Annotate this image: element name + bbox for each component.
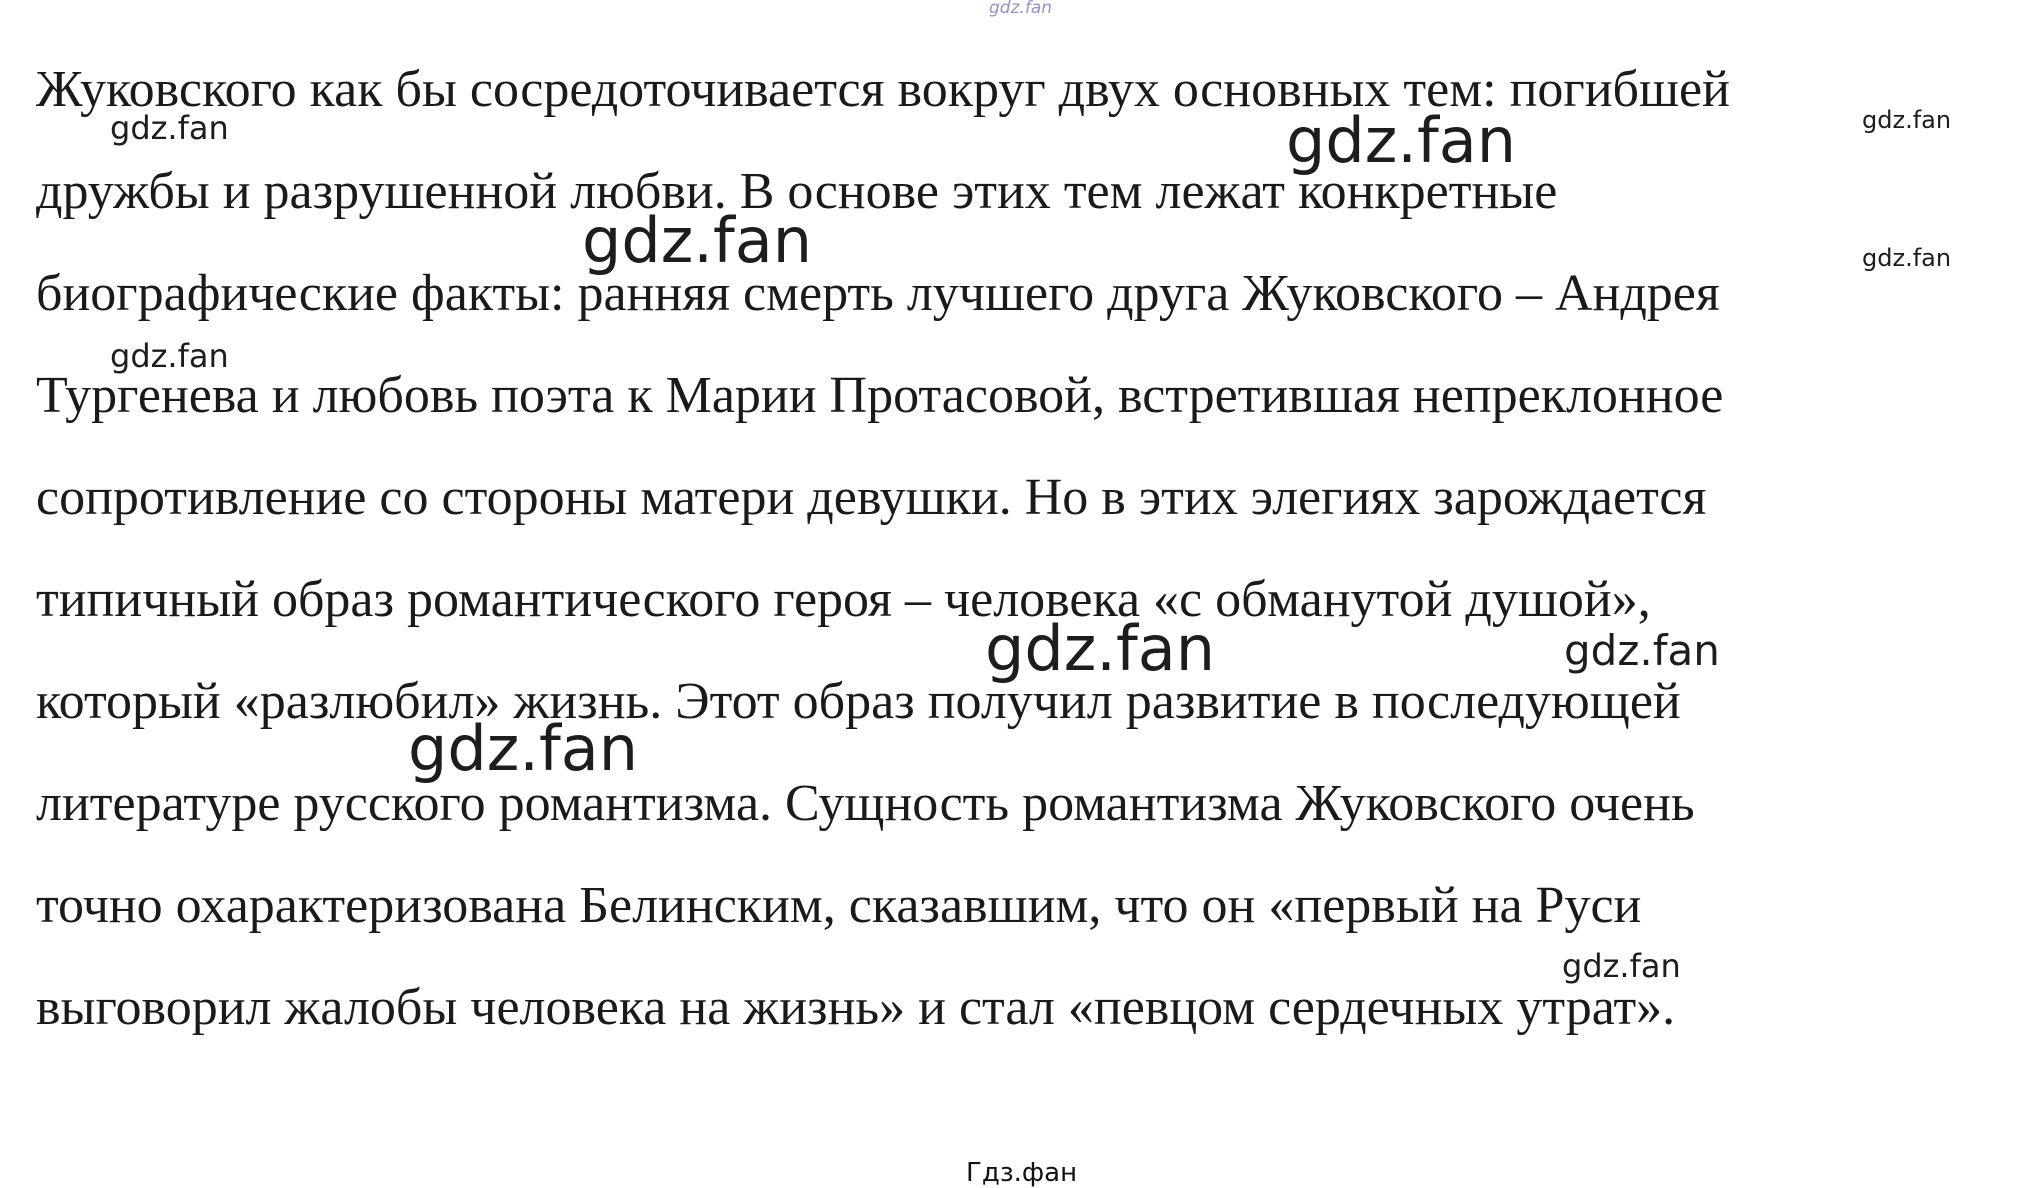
watermark-5: gdz.fan [1862, 244, 1952, 272]
text-line-4: Тургенева и любовь поэта к Марии Протасовой, встретившая непреклонное [36, 367, 1724, 424]
footer-label: Гдз.фан [966, 1158, 1078, 1188]
watermark-8: gdz.fan [1564, 626, 1720, 675]
watermark-9: gdz.fan [408, 712, 639, 785]
watermark-2: gdz.fan [1286, 104, 1517, 177]
text-line-3: биографические факты: ранняя смерть лучшего друга Жуковского – Андрея [36, 265, 1720, 322]
watermark-7: gdz.fan [985, 612, 1216, 685]
text-line-5: сопротивление со стороны матери девушки. Но в этих элегиях зарождается [36, 469, 1707, 526]
watermark-10: gdz.fan [1562, 947, 1681, 985]
text-line-10: выговорил жалобы человека на жизнь» и стал «певцом сердечных утрат». [36, 979, 1676, 1036]
watermark-1: gdz.fan [110, 109, 229, 147]
watermark-6: gdz.fan [110, 337, 229, 375]
text-line-2: дружбы и разрушенной любви. В основе этих тем лежат конкретные [36, 163, 1558, 220]
watermark-top: gdz.fan [989, 0, 1053, 18]
text-line-6: типичный образ романтического героя – человека «с обманутой душой», [36, 571, 1651, 628]
text-line-9: точно охарактеризована Белинским, сказавшим, что он «первый на Руси [36, 877, 1642, 934]
text-line-7: который «разлюбил» жизнь. Этот образ получил развитие в последующей [36, 673, 1681, 730]
text-line-1: Жуковского как бы сосредоточивается вокруг двух основных тем: погибшей [36, 61, 1730, 118]
watermark-3: gdz.fan [1862, 106, 1952, 134]
text-line-8: литературе русского романтизма. Сущность романтизма Жуковского очень [36, 775, 1695, 832]
watermark-4: gdz.fan [582, 204, 813, 277]
